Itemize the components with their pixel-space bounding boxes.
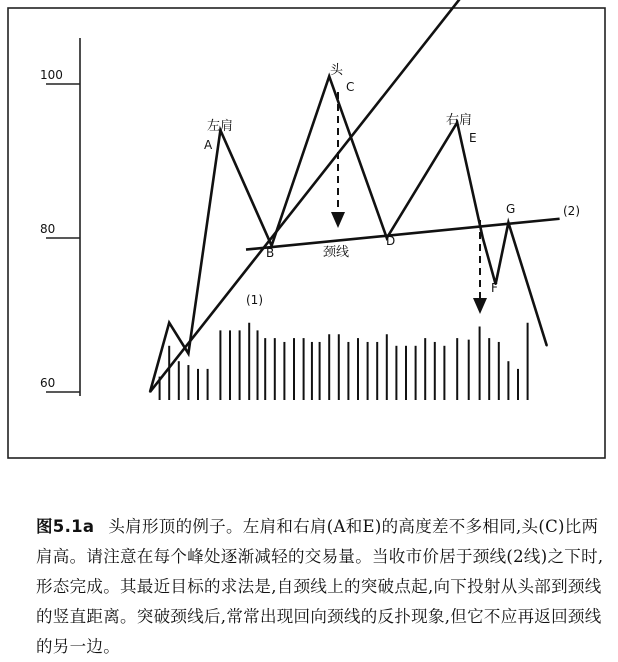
head-projection-arrowhead [331, 212, 345, 228]
point-a-label: A [204, 138, 213, 152]
price-point [508, 222, 510, 224]
price-point [149, 391, 151, 393]
point-c-label: C [346, 80, 355, 94]
y-tick-label: 80 [40, 222, 56, 236]
y-tick-label: 60 [40, 376, 56, 390]
point-d-label: D [386, 234, 396, 248]
left-shoulder-label: 左肩 [207, 119, 234, 134]
figure-caption [36, 512, 611, 662]
y-axis-ticks [40, 68, 80, 392]
head-label: 头 [330, 63, 344, 78]
neckline-2-label: (2) [563, 204, 580, 218]
price-point [546, 345, 548, 347]
point-f-label: F [491, 281, 498, 295]
volume-bars [160, 323, 528, 400]
point-e-label: E [469, 131, 477, 145]
chart-frame [8, 8, 605, 458]
trendline-1 [150, 0, 502, 392]
price-point [482, 237, 484, 239]
figure-label: 图5.1a [36, 517, 95, 536]
neckline-label: 颈线 [323, 245, 350, 260]
price-point [168, 322, 170, 324]
point-g-label: G [506, 202, 516, 216]
trendline-1-label: (1) [246, 293, 263, 307]
breakout-projection-arrowhead [473, 298, 487, 314]
point-b-label: B [266, 246, 275, 260]
price-point [188, 353, 190, 355]
right-shoulder-label: 右肩 [446, 113, 473, 128]
y-tick-label: 100 [40, 68, 63, 82]
caption-text: 头肩形顶的例子。左肩和右肩(A和E)的高度差不多相同,头(C)比两肩高。请注意在每个峰处逐渐减轻的交易量。当收市价居于颈线(2线)之下时,形态完成。其最近目标的求法是,自颈线上的突破点起,向下投射从头部到颈线的竖直距离。突破颈线后,常常出现回向颈线的反扑现象,但它不应再返回颈线的另一边。 [36, 517, 604, 656]
